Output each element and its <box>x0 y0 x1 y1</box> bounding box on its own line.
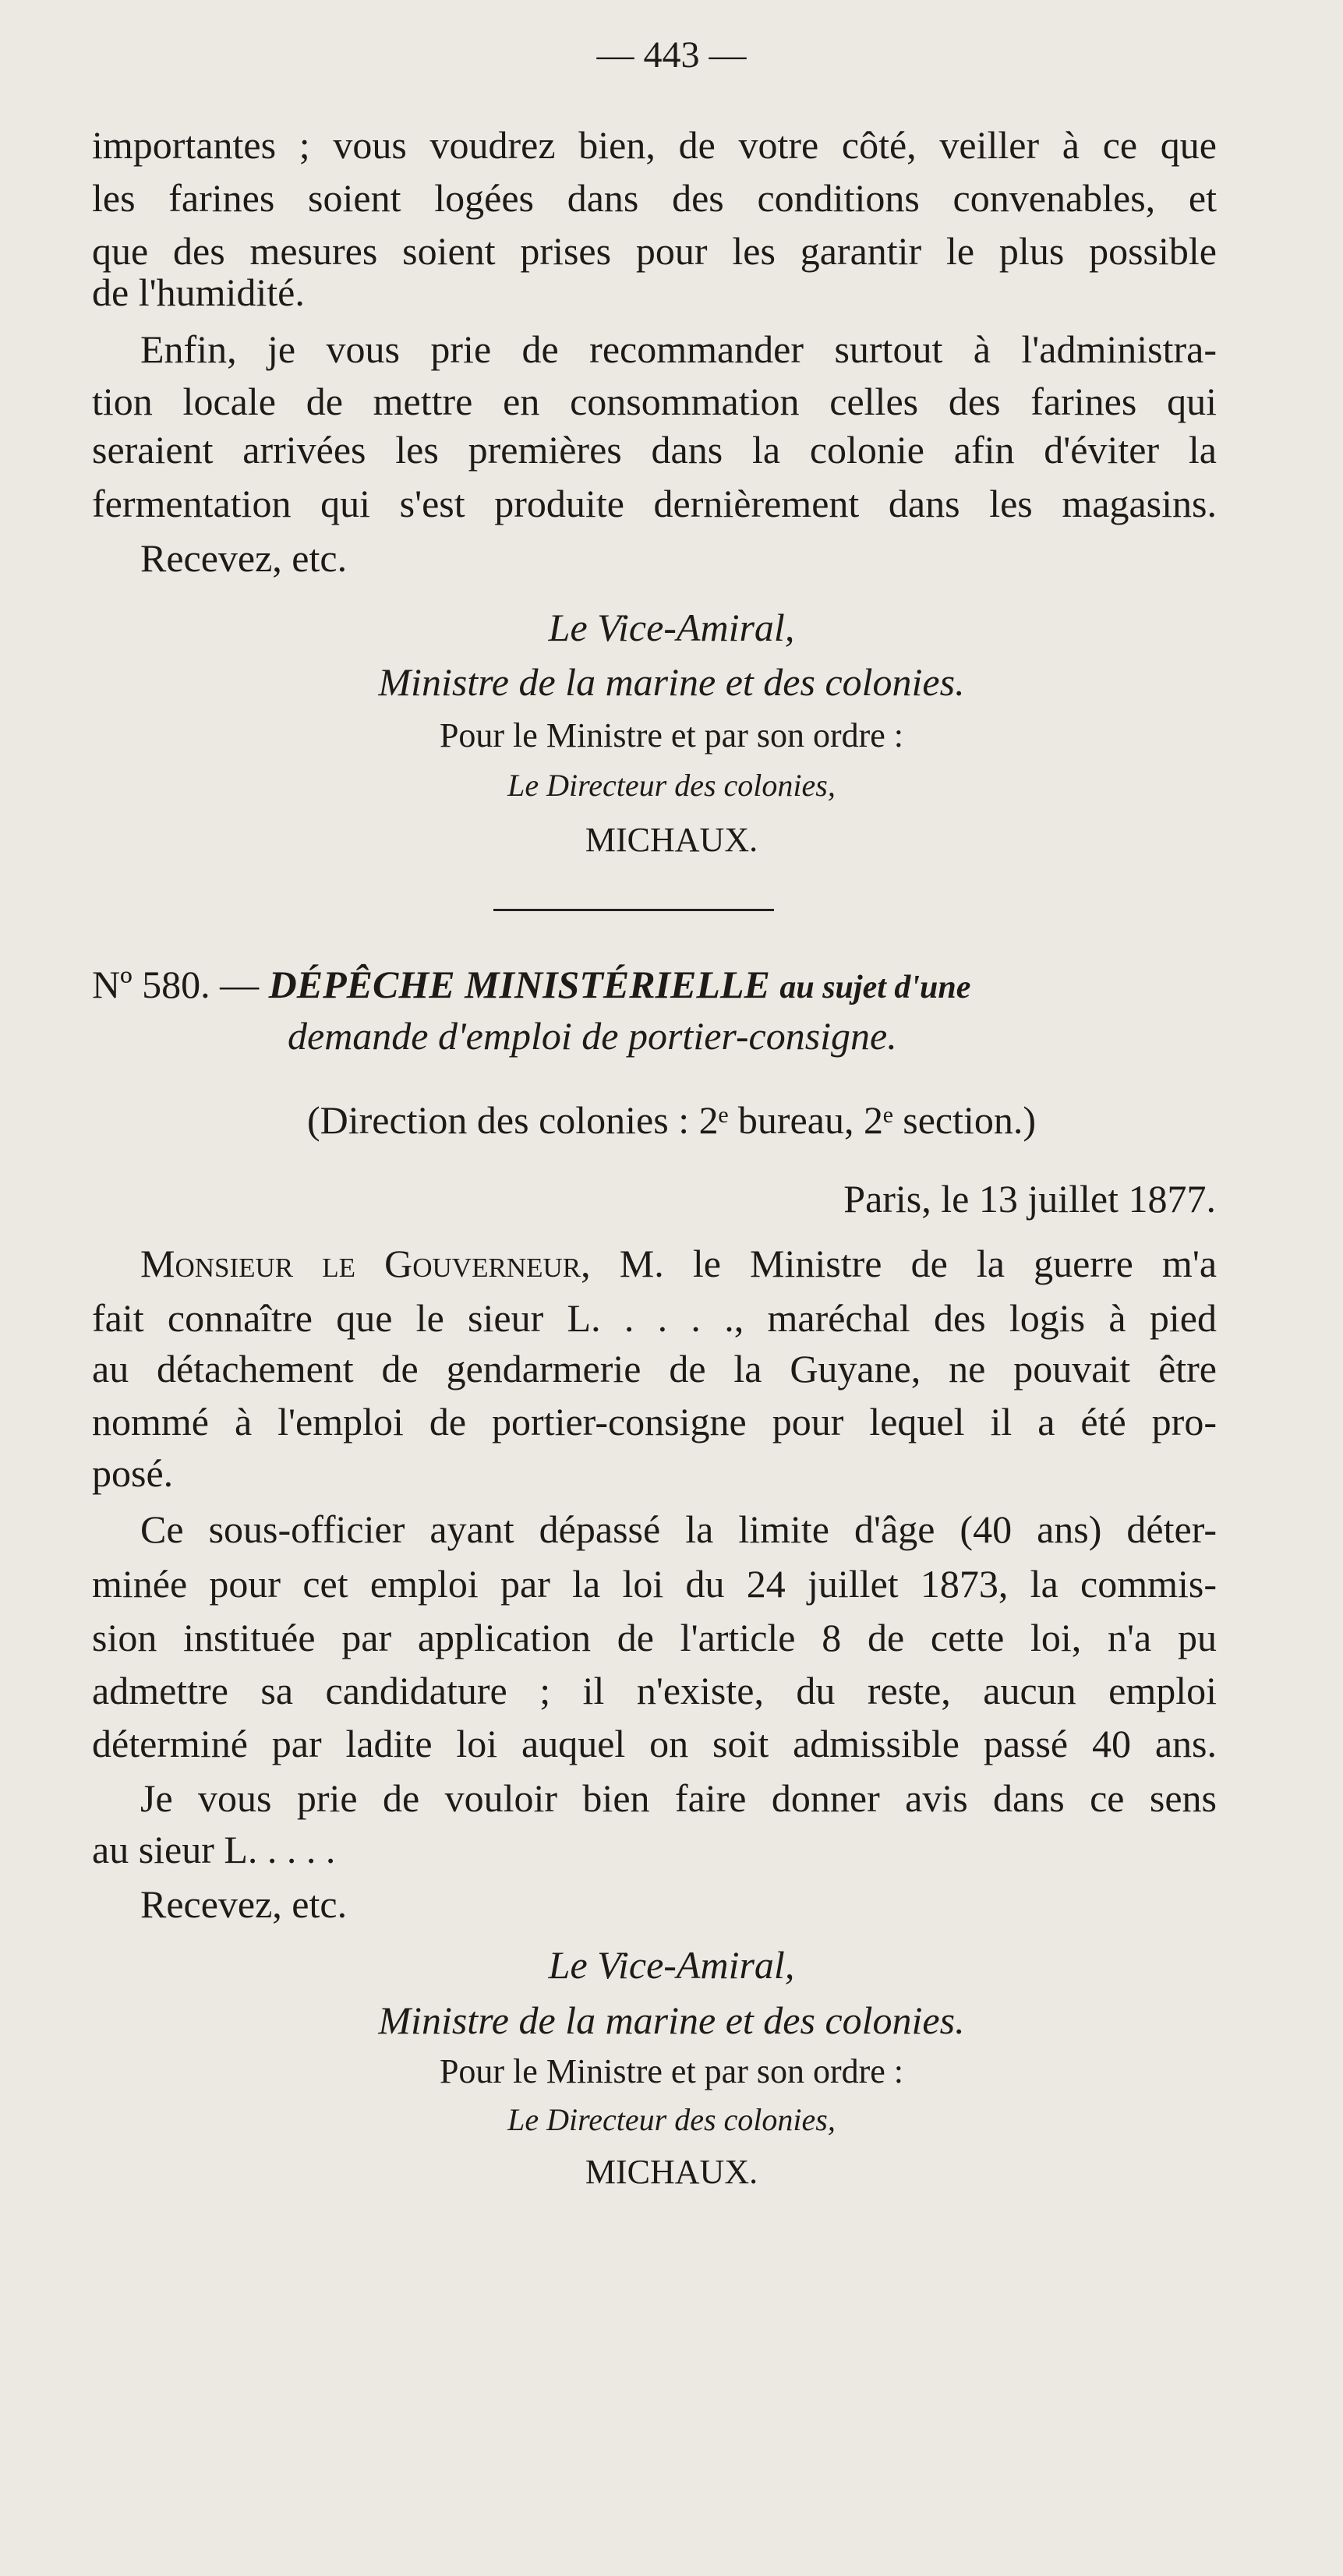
heading-dash: — <box>220 963 260 1006</box>
text-line: au détachement de gendarmerie de la Guyane, ne pouvait être <box>92 1347 1217 1390</box>
text-line: Je vous prie de vouloir bien faire donner avis dans ce sens <box>140 1776 1217 1820</box>
text-line: que des mesures soient prises pour les garantir le plus possible <box>92 229 1217 273</box>
signature-title: Le Vice-Amiral, <box>548 1943 795 1987</box>
text-line: posé. <box>92 1451 174 1495</box>
text-line: fait connaître que le sieur L. . . . ., maréchal des logis à pied <box>92 1296 1217 1340</box>
signature-name: MICHAUX. <box>585 821 758 859</box>
text-line: importantes ; vous voudrez bien, de votre côté, veiller à ce que <box>92 123 1217 167</box>
text-line: Ce sous-officier ayant dépassé la limite d'âge (40 ans) déter- <box>140 1507 1217 1551</box>
text-line: déterminé par ladite loi auquel on soit admissible passé 40 ans. <box>92 1722 1217 1765</box>
direction-line: (Direction des colonies : 2ᵉ bureau, 2ᵉ section.) <box>306 1098 1037 1142</box>
document-heading <box>92 960 1261 1012</box>
text-line: de l'humidité. <box>92 270 305 314</box>
heading-suffix: au sujet d'une <box>779 970 971 1005</box>
signature-name: MICHAUX. <box>585 2153 758 2191</box>
text-line: les farines soient logées dans des conditions convenables, et <box>92 176 1217 220</box>
signature-office: Ministre de la marine et des colonies. <box>378 660 965 704</box>
text-line: Recevez, etc. <box>140 536 348 580</box>
signature-director: Le Directeur des colonies, <box>507 768 836 803</box>
salutation-line <box>140 1239 1217 1288</box>
text-line: au sieur L. . . . . <box>92 1828 336 1871</box>
section-divider <box>493 909 774 911</box>
document-number: Nº 580. <box>92 963 210 1006</box>
page-number: — 443 — <box>596 34 747 76</box>
text-line: sion instituée par application de l'article 8 de cette loi, n'a pu <box>92 1616 1217 1659</box>
text-line: seraient arrivées les premières dans la colonie afin d'éviter la <box>92 428 1217 472</box>
signature-title: Le Vice-Amiral, <box>548 606 795 649</box>
heading-title: DÉPÊCHE MINISTÉRIELLE <box>268 963 770 1006</box>
text-line: Recevez, etc. <box>140 1882 348 1926</box>
text-line: minée pour cet emploi par la loi du 24 juillet 1873, la commis- <box>92 1562 1217 1606</box>
signature-pour: Pour le Ministre et par son ordre : <box>439 2052 904 2090</box>
text-line: Enfin, je vous prie de recommander surtout à l'administra- <box>140 327 1217 371</box>
signature-director: Le Directeur des colonies, <box>507 2102 836 2137</box>
signature-office: Ministre de la marine et des colonies. <box>378 1998 965 2042</box>
signature-pour: Pour le Ministre et par son ordre : <box>439 716 904 754</box>
date-line: Paris, le 13 juillet 1877. <box>843 1177 1216 1221</box>
text-line: fermentation qui s'est produite dernièrement dans les magasins. <box>92 482 1217 525</box>
text-line: nommé à l'emploi de portier-consigne pour lequel il a été pro- <box>92 1400 1217 1443</box>
text-line: M. le Ministre de la guerre m'a <box>619 1242 1218 1285</box>
text-line: admettre sa candidature ; il n'existe, du reste, aucun emploi <box>92 1669 1217 1712</box>
heading-line2: demande d'emploi de portier-consigne. <box>288 1014 897 1058</box>
text-line: tion locale de mettre en consommation celles des farines qui <box>92 380 1217 423</box>
salutation: Monsieur le Gouverneur, <box>140 1242 591 1285</box>
